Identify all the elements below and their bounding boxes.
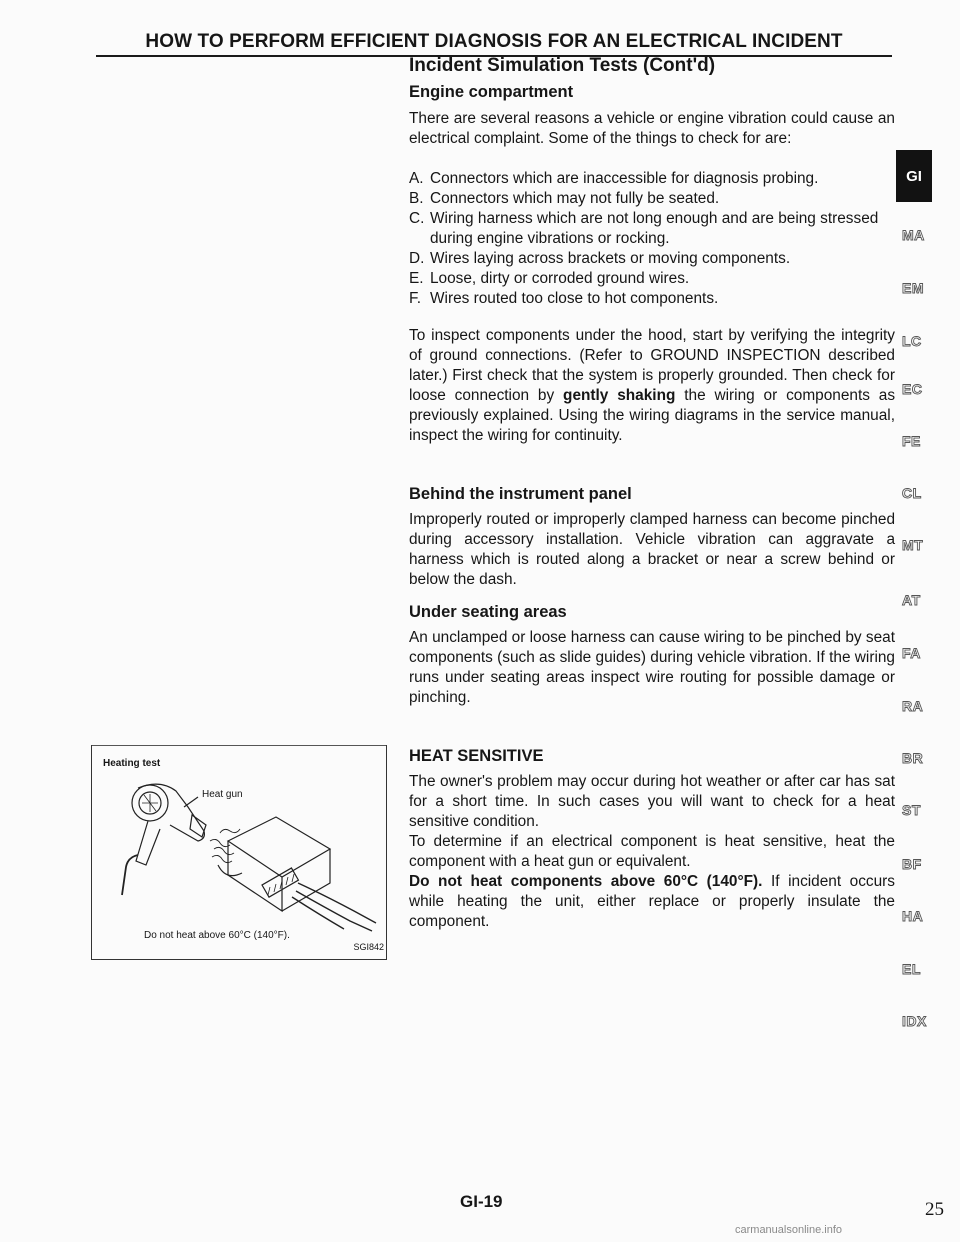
- list-item: A. Connectors which are inaccessible for diagnosis probing.: [409, 170, 819, 187]
- page-header-title: HOW TO PERFORM EFFICIENT DIAGNOSIS FOR AN ELECTRICAL INCIDENT: [96, 30, 892, 57]
- section-tab-lc[interactable]: LC: [902, 333, 922, 349]
- engine-intro: There are several reasons a vehicle or engine vibration could cause an electrical complaint. Some of the things to check for are:: [409, 110, 895, 147]
- main-column: [409, 55, 895, 446]
- page-folio: 25: [925, 1199, 944, 1220]
- list-item: E. Loose, dirty or corroded ground wires.: [409, 270, 690, 287]
- section-tab-br[interactable]: BR: [902, 750, 924, 766]
- list-item: C. Wiring harness which are not long enough and are being stressed during engine vibrations or rocking.: [409, 210, 879, 247]
- section-tab-el[interactable]: EL: [902, 961, 921, 977]
- section-tab-mt[interactable]: MT: [902, 537, 924, 553]
- heat-text-2: To determine if an electrical component is heat sensitive, heat the component with a heat gun or equivalent.: [409, 833, 895, 870]
- watermark: carmanualsonline.info: [735, 1224, 843, 1236]
- section-tab-gi-active[interactable]: GI: [896, 150, 932, 202]
- list-item: D. Wires laying across brackets or moving components.: [409, 250, 791, 267]
- heating-test-figure: [91, 745, 387, 960]
- engine-heading: Engine compartment: [409, 83, 574, 101]
- heat-text-1: The owner's problem may occur during hot weather or after car has sat for a short time. In such cases you will want to check for a heat sensitive condition.: [409, 773, 895, 830]
- heat-heading: HEAT SENSITIVE: [409, 747, 544, 765]
- list-item: B. Connectors which may not fully be seated.: [409, 190, 720, 207]
- figure-caption: Do not heat above 60°C (140°F).: [144, 930, 290, 941]
- instrument-heading: Behind the instrument panel: [409, 485, 632, 503]
- heat-sensitive-section: [409, 746, 895, 932]
- section-title: Incident Simulation Tests (Cont'd): [409, 55, 716, 76]
- page-code: GI-19: [460, 1192, 503, 1211]
- seating-text: An unclamped or loose harness can cause wiring to be pinched by seat components (such as slide guides) during vehicle vibration. If the wiring runs under seating areas inspect wire routing for possible damage or pinching.: [409, 629, 895, 706]
- list-item: F. Wires routed too close to hot components.: [409, 290, 719, 307]
- heat-gun-label: Heat gun: [202, 789, 243, 800]
- section-tab-idx[interactable]: IDX: [902, 1013, 927, 1029]
- section-tab-cl[interactable]: CL: [902, 485, 922, 501]
- section-tab-st[interactable]: ST: [902, 802, 921, 818]
- section-tab-ha[interactable]: HA: [902, 908, 924, 924]
- section-tab-ra[interactable]: RA: [902, 698, 924, 714]
- section-tab-ec[interactable]: EC: [902, 381, 923, 397]
- heat-gun-illustration: [92, 745, 386, 959]
- instrument-text: Improperly routed or improperly clamped harness can become pinched during accessory installation. Vehicle vibration can aggravate a harness which is routed along a bracket or near a screw behind or below the dash.: [409, 511, 895, 588]
- section-tab-bf[interactable]: BF: [902, 856, 922, 872]
- section-tab-at[interactable]: AT: [902, 592, 921, 608]
- section-tab-fa[interactable]: FA: [902, 645, 921, 661]
- seating-section: [409, 602, 895, 708]
- engine-inspection-paragraph: To inspect components under the hood, start by verifying the integrity of ground connections. (Refer to GROUND INSPECTION described later.) First check that the system is properly grounded. Then check for loose connection by gently shaking the wiring or components as previously explained. Using the wiring diagrams in the service manual, inspect the wiring for continuity.: [409, 327, 896, 444]
- section-tab-fe[interactable]: FE: [902, 433, 921, 449]
- heat-warning: Do not heat components above 60°C (140°F). If incident occurs while heating the unit, either replace or properly insulate the component.: [409, 873, 896, 930]
- section-tab-ma[interactable]: MA: [902, 227, 925, 243]
- section-tab-em[interactable]: EM: [902, 280, 924, 296]
- seating-heading: Under seating areas: [409, 603, 567, 621]
- figure-code: SGI842: [353, 942, 384, 952]
- engine-checklist: [409, 169, 895, 309]
- instrument-panel-section: [409, 484, 895, 590]
- figure-title: Heating test: [103, 758, 161, 769]
